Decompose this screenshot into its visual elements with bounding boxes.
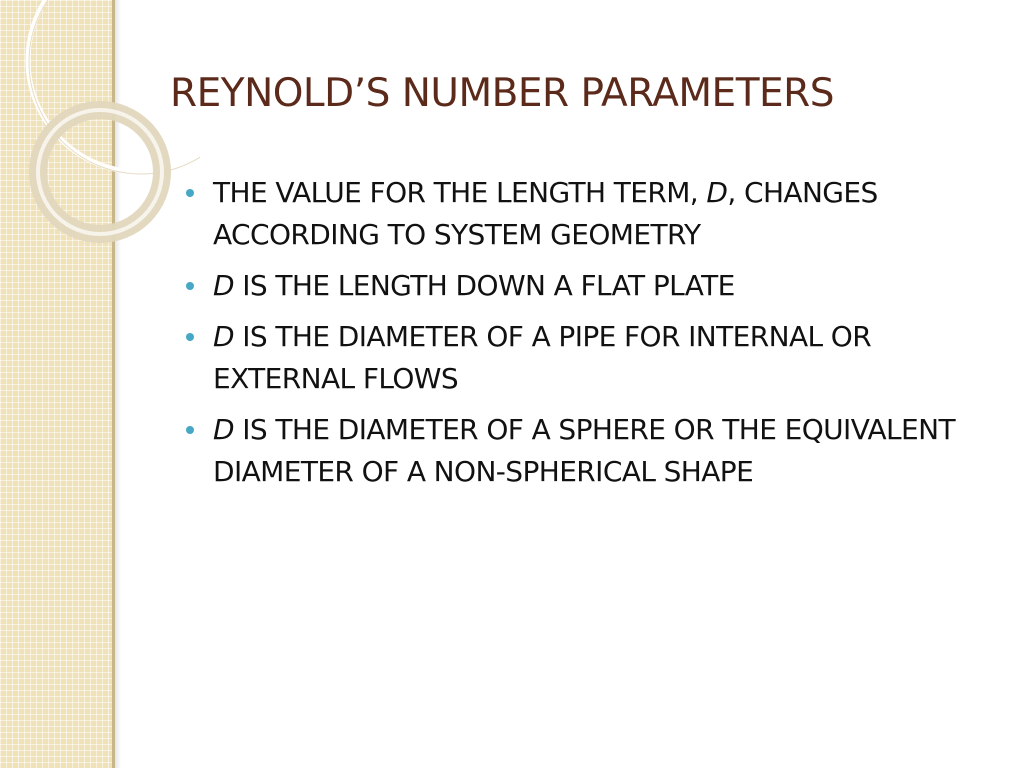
bullet-text: , CHANGES ACCORDING TO SYSTEM GEOMETRY (213, 176, 878, 251)
bullet-text: IS THE DIAMETER OF A PIPE FOR INTERNAL OR EXTERNAL FLOWS (213, 320, 872, 395)
bullet-dot-icon (186, 426, 194, 434)
decorative-circles (0, 0, 200, 260)
bullet-text: IS THE DIAMETER OF A SPHERE OR THE EQUIVALENT DIAMETER OF A NON-SPHERICAL SHAPE (213, 413, 955, 488)
bullet-dot-icon (186, 189, 194, 197)
bullet-item-length-term (186, 172, 976, 256)
bullet-item-flat-plate (186, 265, 976, 307)
bullet-item-sphere (186, 409, 976, 493)
bullet-text: THE VALUE FOR THE LENGTH TERM, (213, 176, 707, 209)
bullet-item-pipe (186, 316, 976, 400)
bullet-dot-icon (186, 333, 194, 341)
bullet-dot-icon (186, 282, 194, 290)
bullet-list (186, 172, 976, 502)
d-term: D (706, 176, 728, 209)
slide-title: REYNOLD’S NUMBER PARAMETERS (170, 71, 835, 116)
d-term: D (213, 269, 234, 302)
bullet-text: IS THE LENGTH DOWN A FLAT PLATE (233, 269, 735, 302)
d-term: D (213, 320, 234, 353)
d-term: D (213, 413, 234, 446)
